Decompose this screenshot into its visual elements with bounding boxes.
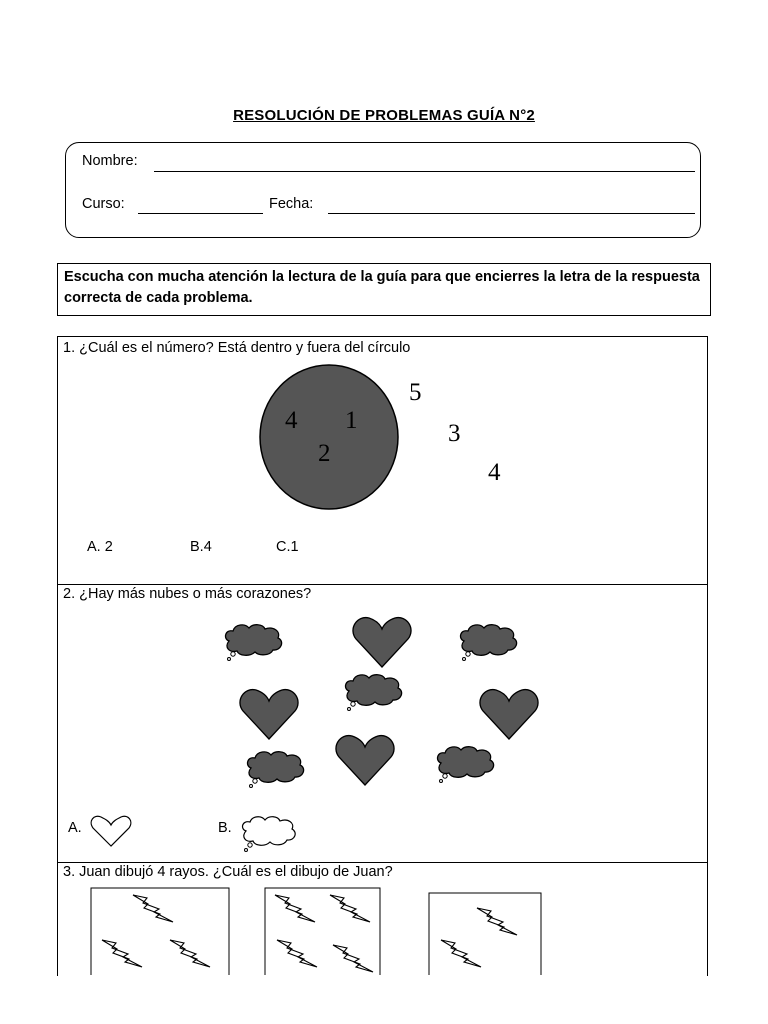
name-field[interactable] [154,157,695,172]
lightning-boxes-figure [85,885,555,975]
drawing-box-b[interactable] [265,888,380,975]
lightning-icon [133,895,173,922]
name-label: Nombre: [82,153,138,169]
dark-circle [260,365,398,509]
cloud-icon [248,752,304,788]
lightning-icon [330,895,370,922]
page-title: RESOLUCIÓN DE PROBLEMAS GUÍA N°2 [233,107,535,124]
option-c[interactable]: C.1 [276,539,299,555]
inside-number-2: 1 [345,407,358,434]
lightning-icon [170,940,210,967]
inside-number-1: 4 [285,407,298,434]
drawing-box-c[interactable] [429,893,541,975]
lightning-icon [333,945,373,972]
cloud-icon [461,625,517,661]
inside-number-3: 2 [318,440,331,467]
cloud-icon [226,625,282,661]
row-divider [57,862,708,863]
lightning-icon [275,895,315,922]
cloud-icon [438,747,494,783]
instruction-text: Escucha con mucha atención la lectura de la guía para que encierres la letra de la respuesta correcta de cada problema. [64,269,700,306]
heart-icon [480,690,538,739]
lightning-icon [441,940,481,967]
heart-icon [240,690,298,739]
outside-number-1: 5 [409,379,422,406]
option-b[interactable]: B. [218,820,232,836]
outside-number-2: 3 [448,420,461,447]
cloud-outline-icon [240,815,296,857]
problem-3-question: 3. Juan dibujó 4 rayos. ¿Cuál es el dibujo de Juan? [63,864,393,880]
option-a[interactable]: A. 2 [87,539,113,555]
date-field[interactable] [328,199,695,214]
drawing-box-a[interactable] [91,888,229,975]
circle-diagram [255,360,405,510]
problem-2-question: 2. ¿Hay más nubes o más corazones? [63,586,312,602]
date-label: Fecha: [269,196,314,212]
lightning-icon [277,940,317,967]
hearts-clouds-figure [200,605,560,790]
heart-icon [336,736,394,785]
problem-1-question: 1. ¿Cuál es el número? Está dentro y fuera del círculo [63,340,411,356]
instruction-box [57,263,711,316]
heart-outline-icon [90,815,132,849]
outside-number-3: 4 [488,459,501,486]
option-b[interactable]: B.4 [190,539,212,555]
heart-icon [353,618,411,667]
row-divider [57,584,708,585]
course-field[interactable] [138,199,263,214]
cloud-icon [346,675,402,711]
lightning-icon [102,940,142,967]
course-label: Curso: [82,196,125,212]
option-a[interactable]: A. [68,820,82,836]
lightning-icon [477,908,517,935]
